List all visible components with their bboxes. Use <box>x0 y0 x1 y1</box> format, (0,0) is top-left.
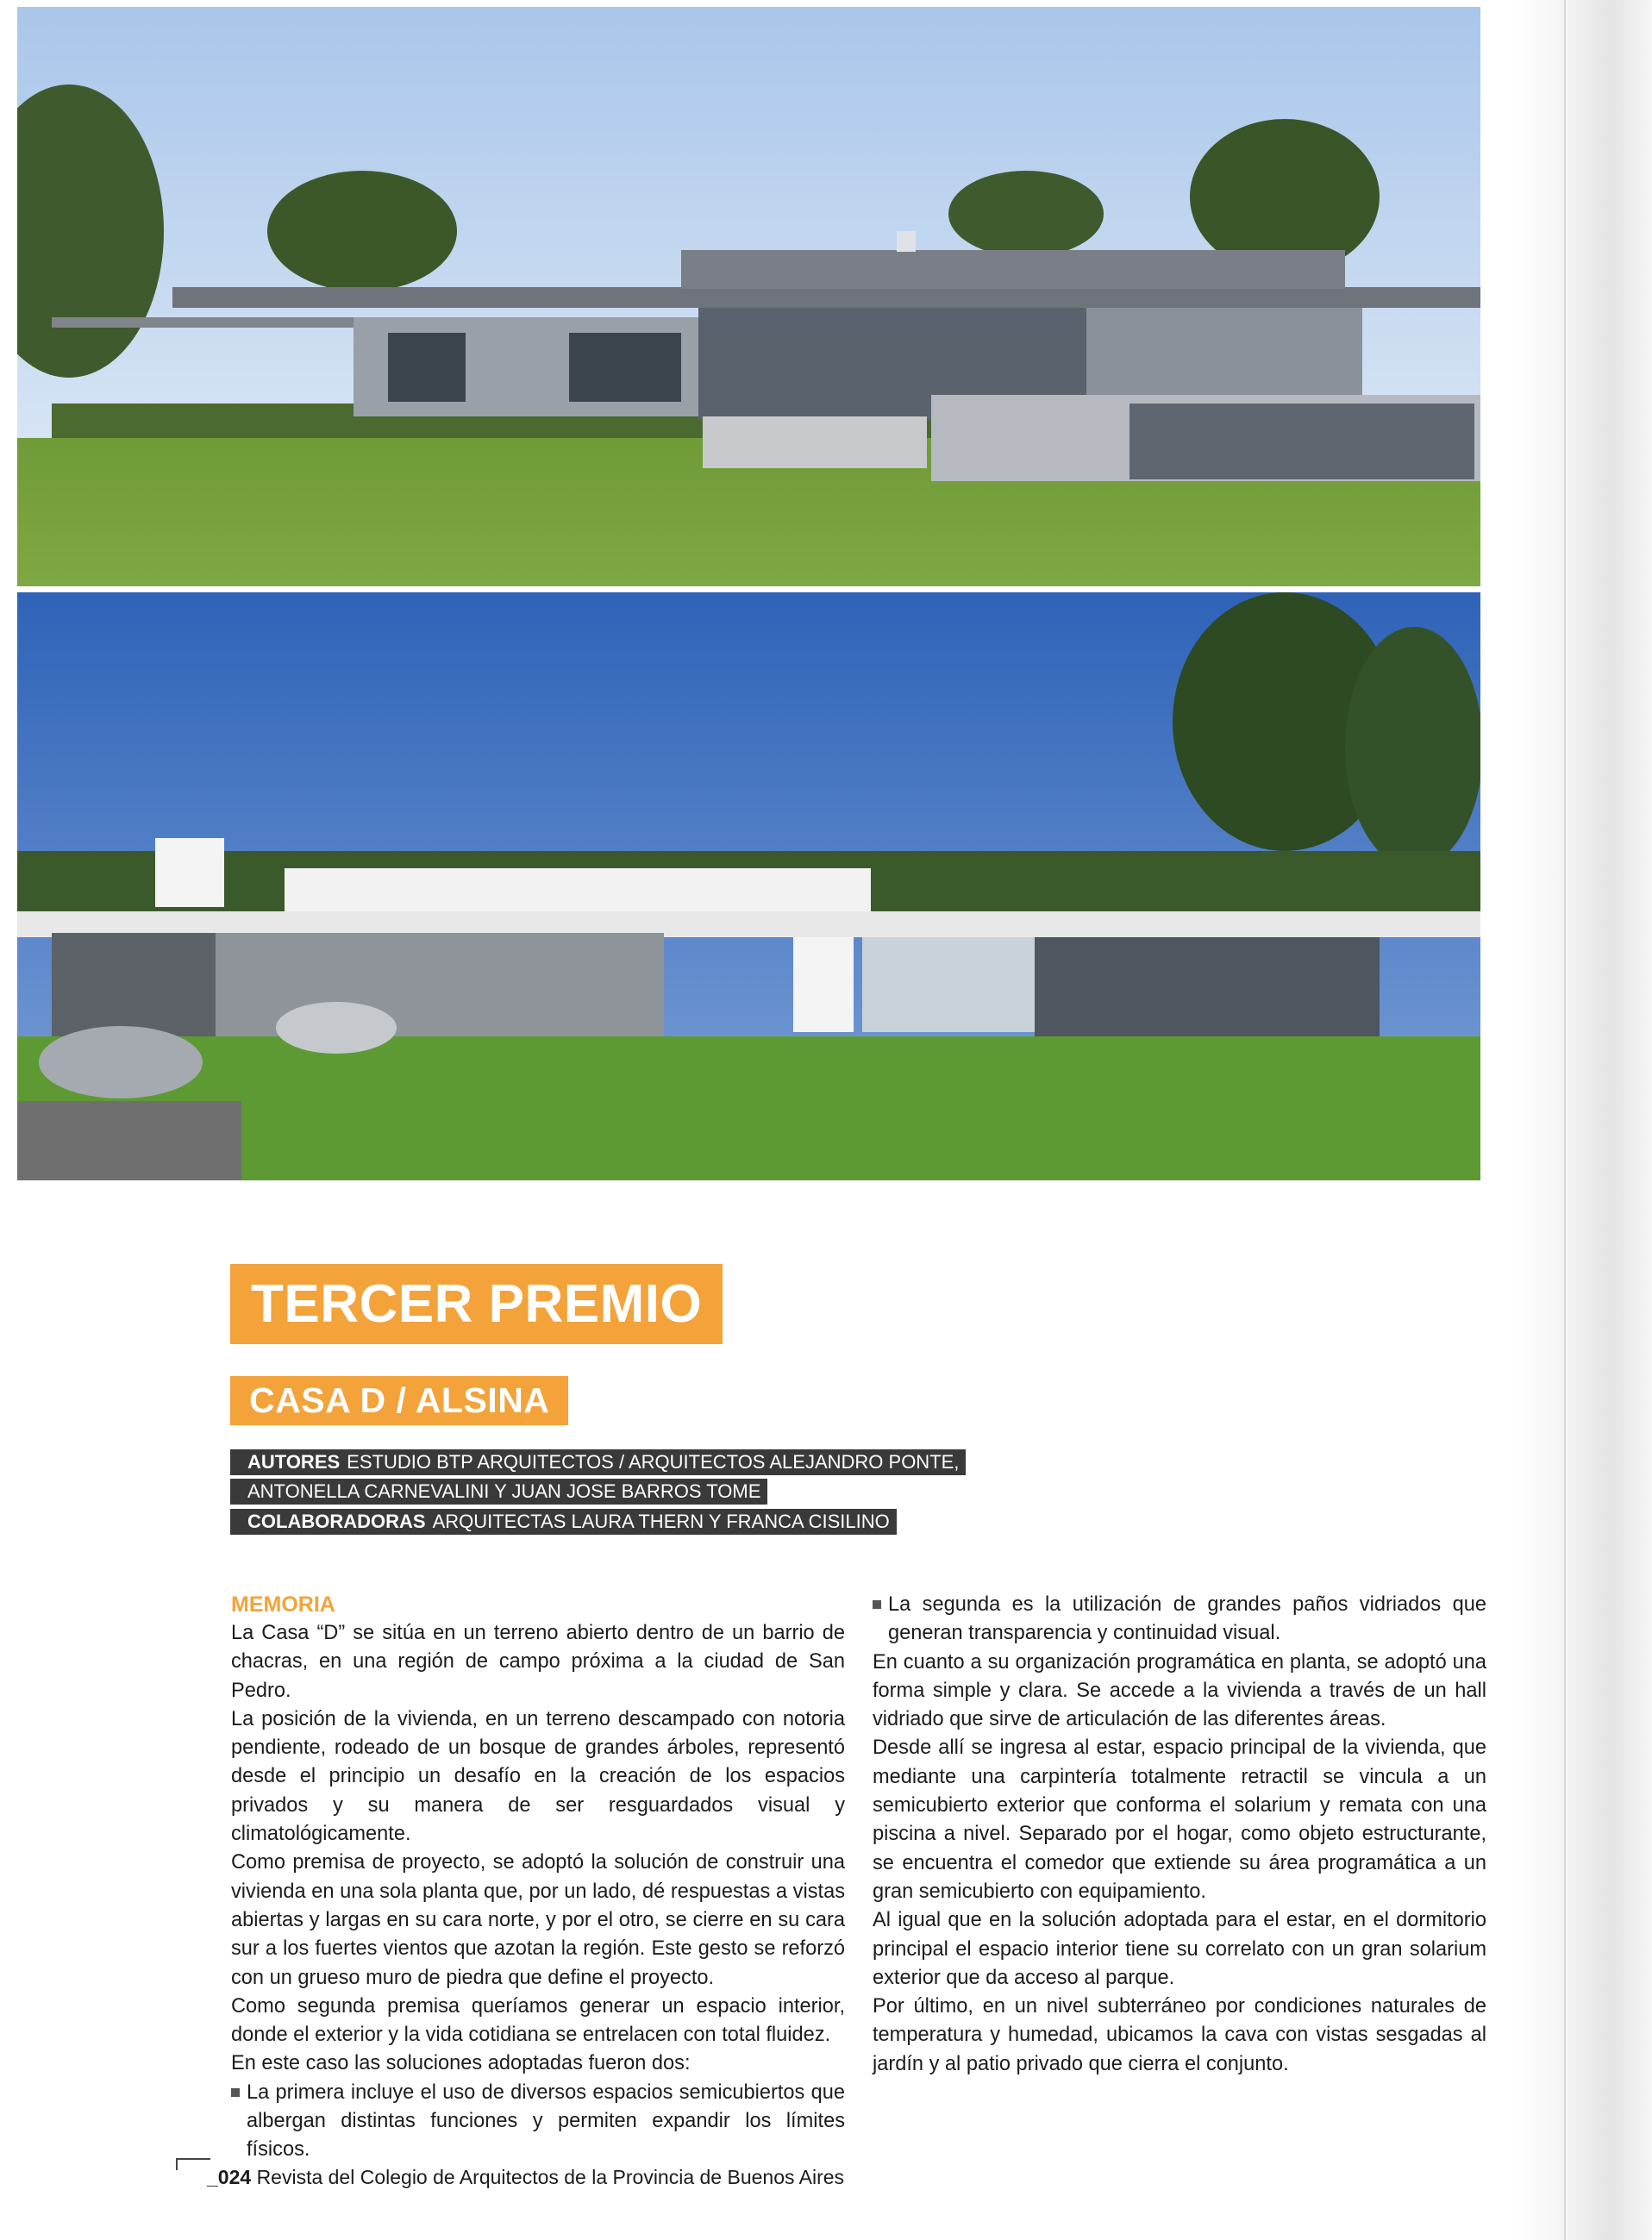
paragraph: La Casa “D” se sitúa en un terreno abierto dentro de un barrio de chacras, en una región de campo próxima a la ciudad de San Pedro. <box>231 1622 845 1702</box>
paragraph: La posición de la vivienda, en un terreno descampado con notoria pendiente, rodeado de un bosque de grandes árboles, representó desde el principio un desafío en la creación de los espacios privados y su manera de ser resguardados visual y climatológicamente. <box>231 1707 845 1846</box>
section-heading: MEMORIA <box>231 1592 335 1617</box>
bullet-text: La primera incluye el uso de diversos espacios semicubiertos que albergan distintas funciones y permiten expandir los límites físicos. <box>247 2080 845 2162</box>
project-title: CASA D / ALSINA <box>230 1376 568 1425</box>
credit-text: ESTUDIO BTP ARQUITECTOS / ARQUITECTOS ALEJANDRO PONTE, <box>347 1451 960 1473</box>
paragraph: En este caso las soluciones adoptadas fueron dos: <box>231 2052 691 2075</box>
square-bullet-icon <box>231 2088 240 2097</box>
credit-collaborators <box>230 1509 897 1535</box>
text-column-right <box>873 1591 1486 2079</box>
paragraph: En cuanto a su organización programática en planta, se adoptó una forma simple y clara. Se accede a la vivienda a través de un hall vidriado que sirve de articulación de las diferentes áreas. <box>873 1650 1486 1731</box>
paragraph: Como segunda premisa queríamos generar un espacio interior, donde el exterior y la vida cotidiana se entrelacen con total fluidez. <box>231 1994 845 2047</box>
bullet-item <box>231 2079 845 2165</box>
square-bullet-icon <box>873 1600 881 1609</box>
paragraph: Por último, en un nivel subterráneo por condiciones naturales de temperatura y humedad, ubicamos la cava con vistas sesgadas al jardín y al patio privado que cierra el conjunto. <box>873 1995 1486 2075</box>
credit-label: AUTORES <box>247 1451 341 1473</box>
award-title: TERCER PREMIO <box>230 1264 723 1344</box>
credit-authors-cont <box>230 1479 767 1505</box>
paragraph: Como premisa de proyecto, se adoptó la solución de construir una vivienda en una sola planta que, por un lado, dé respuestas a vistas abiertas y largas en su cara norte, y por el otro, se cierre en su cara sur a los fuertes vientos que azotan la región. Este gesto se reforzó con un grueso muro de piedra que define el proyecto. <box>231 1851 845 1989</box>
credit-text: ARQUITECTAS LAURA THERN Y FRANCA CISILINO <box>432 1511 890 1532</box>
credit-label: COLABORADORAS <box>247 1511 426 1532</box>
house-photo-north <box>17 7 1480 586</box>
paragraph: Al igual que en la solución adoptada para el estar, en el dormitorio principal el espacio interior tiene su correlato con un gran solarium exterior que da acceso al parque. <box>873 1909 1486 1989</box>
publication-name: Revista del Colegio de Arquitectos de la Provincia de Buenos Aires <box>256 2166 845 2188</box>
page-edge-line <box>1564 0 1566 2240</box>
footer-rule <box>176 2158 210 2160</box>
page-number: _024 <box>207 2166 252 2188</box>
paragraph: Desde allí se ingresa al estar, espacio principal de la vivienda, que mediante una carpintería totalmente retractil se vincula a un semicubierto exterior que conforma el solarium y remata con una piscina a nivel. Separado por el hogar, como objeto estructurante, se encuentra el comedor que extiende su área programática a un gran semicubierto con equipamiento. <box>873 1736 1486 1903</box>
credit-authors <box>230 1449 966 1475</box>
bullet-item <box>873 1591 1486 1649</box>
bullet-text: La segunda es la utilización de grandes paños vidriados que generan transparencia y continuidad visual. <box>888 1593 1486 1645</box>
footer-rule-tick <box>176 2158 178 2170</box>
page-footer <box>207 2166 844 2189</box>
page-edge <box>1514 0 1652 2240</box>
credit-text: ANTONELLA CARNEVALINI Y JUAN JOSE BARROS TOME <box>247 1480 761 1502</box>
house-photo-south <box>17 592 1480 1180</box>
text-column-left <box>231 1591 845 2165</box>
